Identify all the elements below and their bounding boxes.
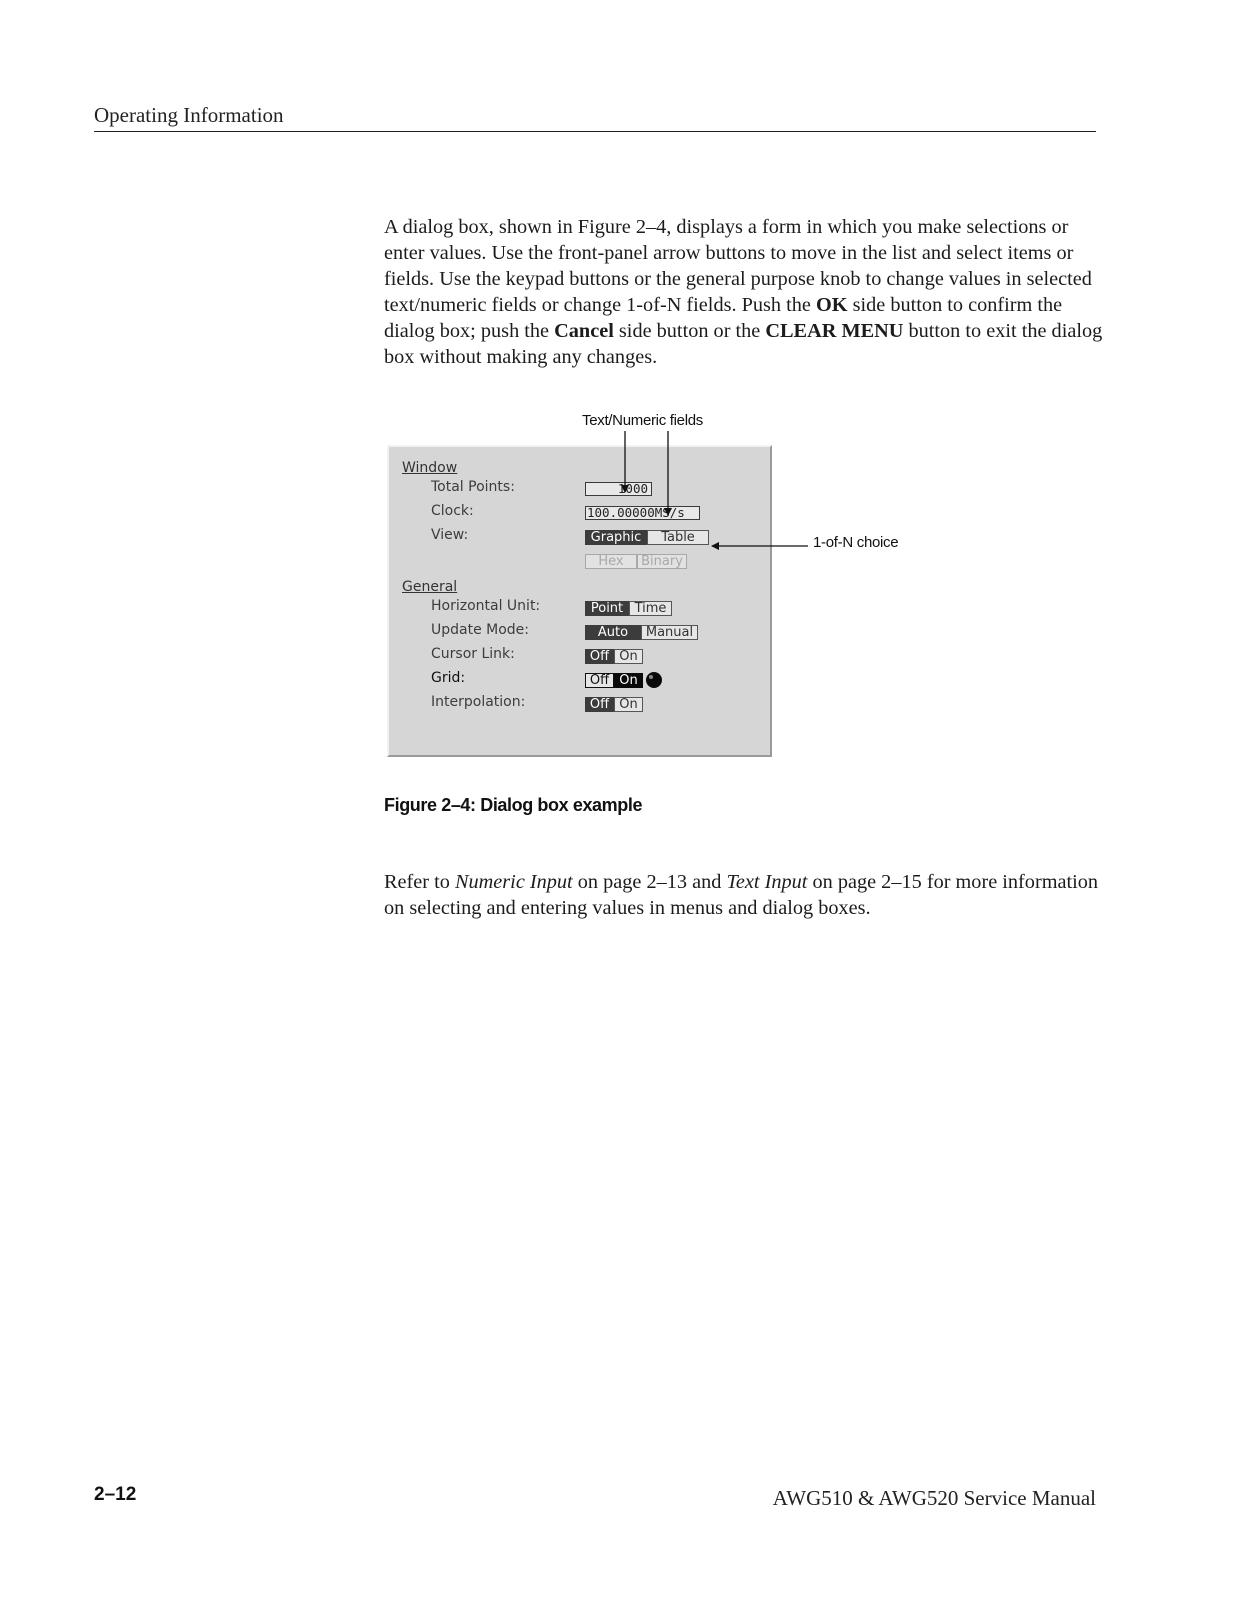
intro-text-4: button to exit the dialog box without making any changes. xyxy=(384,320,1103,368)
refer-paragraph xyxy=(384,869,1104,921)
intro-text-3: side button or the xyxy=(613,320,766,342)
format-option-binary: Binary xyxy=(637,554,687,569)
format-choice xyxy=(585,554,687,569)
interpolation-option-off[interactable]: Off xyxy=(585,697,614,712)
intro-text-2: side button to confirm the dialog box; push the xyxy=(384,294,1063,342)
page-header-title: Operating Information xyxy=(94,103,284,127)
numeric-input-reference: Numeric Input xyxy=(454,871,573,893)
callout-one-of-n-choice: 1-of-N choice xyxy=(813,534,899,551)
update-mode-choice[interactable] xyxy=(585,625,698,640)
horizontal-unit-choice[interactable] xyxy=(585,601,672,616)
format-option-hex: Hex xyxy=(585,554,637,569)
grid-label: Grid: xyxy=(431,670,466,686)
dialog-box-example xyxy=(387,445,772,757)
refer-text-1: Refer to xyxy=(384,871,455,893)
clock-field[interactable]: 100.00000MS/s xyxy=(585,506,700,520)
horizontal-unit-option-time[interactable]: Time xyxy=(629,601,672,616)
page-number: 2–12 xyxy=(94,1484,137,1505)
total-points-label: Total Points: xyxy=(431,479,515,495)
intro-text-1: A dialog box, shown in Figure 2–4, displays a form in which you make selections or enter values. Use the front-panel arrow buttons to move in the list and select items or fields. Use the keypad buttons or the general purpose knob to change values in selected text/numeric fields or change 1-of-N fields. Push the xyxy=(384,216,1092,316)
figure-caption: Figure 2–4: Dialog box example xyxy=(384,795,643,815)
cursor-link-option-off[interactable]: Off xyxy=(585,649,614,664)
horizontal-unit-option-point[interactable]: Point xyxy=(585,601,629,616)
refer-text-3: on page 2–15 for more information on selecting and entering values in menus and dialog boxes. xyxy=(384,871,1099,919)
refer-text-2: on page 2–13 and xyxy=(572,871,727,893)
update-mode-option-manual[interactable]: Manual xyxy=(641,625,698,640)
text-input-reference: Text Input xyxy=(726,871,808,893)
ok-term: OK xyxy=(816,294,848,316)
clock-label: Clock: xyxy=(431,503,474,519)
view-option-graphic[interactable]: Graphic xyxy=(585,530,647,545)
window-section-heading: Window xyxy=(402,460,458,476)
general-purpose-knob-icon xyxy=(646,672,662,688)
intro-paragraph xyxy=(384,214,1104,370)
interpolation-label: Interpolation: xyxy=(431,694,526,710)
view-choice[interactable] xyxy=(585,530,709,545)
grid-option-on[interactable]: On xyxy=(614,673,643,688)
general-section-heading: General xyxy=(402,579,458,595)
update-mode-label: Update Mode: xyxy=(431,622,530,638)
grid-option-off[interactable]: Off xyxy=(585,673,614,688)
cancel-term: Cancel xyxy=(554,320,614,342)
grid-choice[interactable] xyxy=(585,673,662,688)
manual-title: AWG510 & AWG520 Service Manual xyxy=(772,1486,1096,1510)
cursor-link-label: Cursor Link: xyxy=(431,646,515,662)
clear-menu-term: CLEAR MENU xyxy=(765,320,904,342)
interpolation-option-on[interactable]: On xyxy=(614,697,643,712)
cursor-link-option-on[interactable]: On xyxy=(614,649,643,664)
cursor-link-choice[interactable] xyxy=(585,649,643,664)
total-points-field[interactable]: 1000 xyxy=(585,482,652,496)
interpolation-choice[interactable] xyxy=(585,697,643,712)
view-option-table[interactable]: Table xyxy=(647,530,709,545)
horizontal-unit-label: Horizontal Unit: xyxy=(431,598,541,614)
view-label: View: xyxy=(431,527,469,543)
callout-text-numeric-fields: Text/Numeric fields xyxy=(582,412,704,429)
header-rule xyxy=(94,131,1096,132)
update-mode-option-auto[interactable]: Auto xyxy=(585,625,641,640)
